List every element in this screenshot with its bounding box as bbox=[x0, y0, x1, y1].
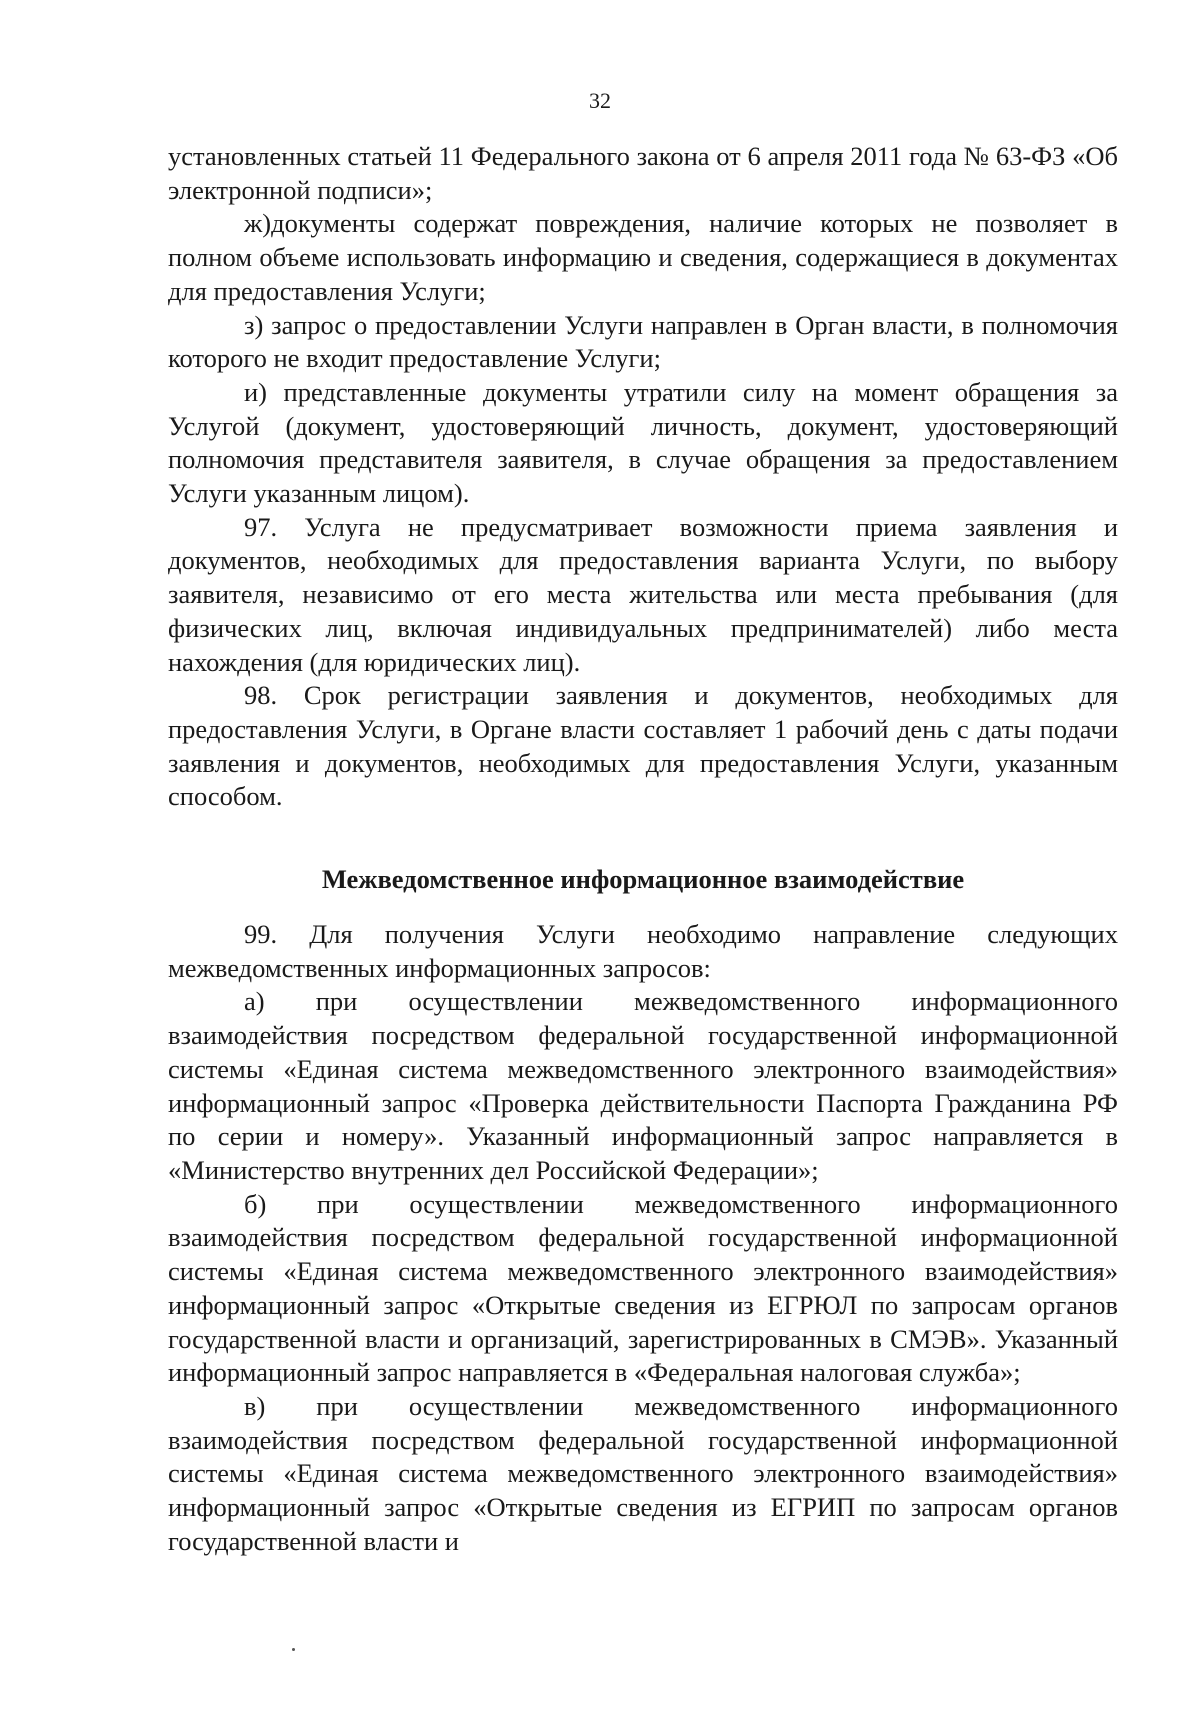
paragraph-99: 99. Для получения Услуги необходимо направление следующих межведомственных информационных запросов: bbox=[168, 919, 1118, 983]
section-heading: Межведомственное информационное взаимодействие bbox=[321, 864, 965, 895]
page-number: 32 bbox=[589, 88, 611, 113]
paragraph-item-i: и) представленные документы утратили силу на момент обращения за Услугой (документ, удостоверяющий личность, документ, удостоверяющий полномочия представителя заявителя, в случае обращения за предоставлением Услуги указанным лицом). bbox=[168, 376, 1118, 509]
paragraph-item-zh: ж)документы содержат повреждения, наличие которых не позволяет в полном объеме использовать информацию и сведения, содержащиеся в документах для предоставления Услуги; bbox=[168, 208, 1118, 306]
paragraph-item-z: з) запрос о предоставлении Услуги направлен в Орган власти, в полномочия которого не входит предоставление Услуги; bbox=[168, 309, 1118, 374]
paragraph-continuation: установленных статьей 11 Федерального закона от 6 апреля 2011 года № 63-ФЗ «Об электронной подписи»; bbox=[168, 141, 1118, 205]
paragraph-item-a: а) при осуществлении межведомственного информационного взаимодействия посредством федеральной государственной информационной системы «Единая система межведомственного электронного взаимодействия» информационный запрос «Проверка действительности Паспорта Гражданина РФ по серии и номеру». Указанный информационный запрос направляется в «Министерство внутренних дел Российской Федерации»; bbox=[168, 986, 1118, 1185]
document-body bbox=[168, 140, 1118, 1558]
paragraph-97: 97. Услуга не предусматривает возможности приема заявления и документов, необходимых для предоставления варианта Услуги, по выбору заявителя, независимо от его места жительства или места пребывания (для физических лиц, включая индивидуальных предпринимателей) либо места нахождения (для юридических лиц). bbox=[168, 511, 1118, 677]
paragraph-item-v: в) при осуществлении межведомственного информационного взаимодействия посредством федеральной государственной информационной системы «Единая система межведомственного электронного взаимодействия» информационный запрос «Открытые сведения из ЕГРИП по запросам органов государственной власти и bbox=[168, 1390, 1118, 1556]
paragraph-98: 98. Срок регистрации заявления и документов, необходимых для предоставления Услуги, в Органе власти составляет 1 рабочий день с даты подачи заявления и документов, необходимых для предоставления Услуги, указанным способом. bbox=[168, 680, 1118, 812]
paragraph-item-b: б) при осуществлении межведомственного информационного взаимодействия посредством федеральной государственной информационной системы «Единая система межведомственного электронного взаимодействия» информационный запрос «Открытые сведения из ЕГРЮЛ по запросам органов государственной власти и организаций, зарегистрированных в СМЭВ». Указанный информационный запрос направляется в «Федеральная налоговая служба»; bbox=[168, 1188, 1118, 1388]
scan-speck bbox=[292, 1648, 295, 1651]
